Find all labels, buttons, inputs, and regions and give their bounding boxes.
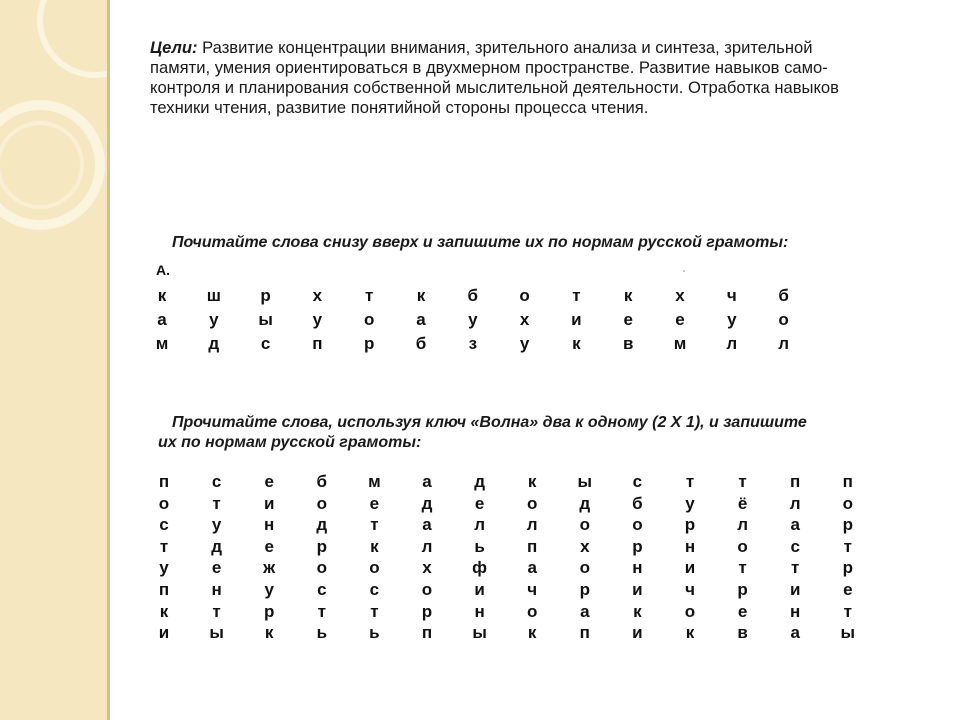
grid-letter: ч [685, 580, 695, 599]
grid-letter: к [370, 536, 379, 556]
grid-letter: р [842, 515, 853, 535]
grid-letter: а [790, 623, 800, 643]
grid-letter: п [312, 334, 323, 353]
grid-letter: в [737, 623, 748, 643]
grid-letter: ч [726, 286, 737, 305]
grid-letter: х [675, 286, 685, 305]
grid-letter: е [369, 493, 380, 513]
grid-letter: х [422, 558, 432, 578]
grid-letter: о [737, 536, 748, 556]
grid-letter: п [158, 472, 170, 491]
grid-letter: к [416, 286, 426, 305]
grid-letter: ф [472, 558, 488, 578]
grid-letter: д [211, 536, 222, 556]
grid-letter: у [468, 310, 478, 329]
grid-letter: п [421, 623, 433, 643]
grid-letter: б [415, 334, 427, 353]
grid-letter: р [579, 580, 590, 599]
grid-letter: с [317, 580, 327, 599]
grid-letter: л [778, 334, 789, 353]
grid-letter: ь [369, 623, 380, 643]
grid-letter: у [211, 515, 222, 535]
grid-letter: о [684, 601, 696, 621]
grid-letter: х [312, 286, 323, 305]
grid-letter: д [579, 493, 591, 513]
grid-letter: о [519, 286, 530, 305]
grid-letter: р [632, 536, 643, 556]
section-a-label: А. [156, 262, 170, 278]
grid-letter: и [571, 310, 582, 329]
goals-label: Цели: [150, 38, 198, 57]
grid-letter: р [260, 286, 271, 305]
grid-letter: н [474, 601, 485, 621]
grid-letter: л [737, 515, 748, 535]
grid-letter: в [622, 334, 634, 353]
grid-letter: л [726, 334, 738, 353]
grid-letter: у [519, 334, 530, 353]
grid-letter: з [468, 334, 478, 353]
grid-letter: о [316, 558, 327, 578]
grid-letter: е [675, 310, 685, 329]
grid-letter: л [474, 515, 485, 535]
grid-letter: с [790, 536, 800, 556]
grid-letter: п [842, 472, 853, 491]
grid-letter: и [474, 580, 485, 599]
grid-letter: т [317, 601, 326, 621]
section-a-instruction: Почитайте слова снизу вверх и запишите их по нормам русской грамоты: [172, 234, 789, 251]
grid-letter: б [632, 493, 643, 513]
grid-letter: у [264, 580, 274, 599]
goals-text-3: контроля и планирования собственной мыслительной деятельности. Отработка навыков [150, 78, 839, 97]
grid-letter: а [790, 515, 800, 535]
grid-letter: е [264, 536, 274, 556]
grid-letter: с [632, 472, 643, 491]
grid-letter: а [580, 601, 590, 621]
grid-letter: н [684, 536, 696, 556]
grid-letter: т [370, 601, 379, 621]
grid-letter: с [369, 580, 380, 599]
grid-letter: р [316, 536, 327, 556]
grid-letter: д [474, 472, 485, 491]
grid-letter: т [212, 601, 221, 621]
grid-letter: ш [206, 286, 221, 305]
grid-letter: о [526, 493, 538, 513]
grid-letter: т [843, 601, 852, 621]
grid-letter: т [843, 536, 852, 556]
grid-letter: т [572, 286, 581, 305]
grid-letter: к [157, 286, 167, 305]
grid-letter: и [632, 580, 643, 599]
grid-letter: е [474, 493, 485, 513]
grid-letter: и [263, 493, 275, 513]
grid-letter: о [778, 310, 789, 329]
grid-letter: т [365, 286, 374, 305]
grid-letter: о [842, 493, 853, 513]
grid-letter: с [260, 334, 271, 353]
grid-letter: и [158, 623, 170, 643]
grid-letter: к [572, 334, 581, 353]
section-b-instruction-line-2: их по нормам русской грамоты: [158, 434, 422, 451]
grid-letter: ы [577, 472, 593, 491]
grid-letter: к [159, 601, 169, 621]
grid-letter: о [579, 515, 590, 535]
goals-paragraph [150, 38, 940, 118]
grid-letter: м [673, 334, 687, 353]
grid-letter: к [264, 623, 274, 643]
grid-letter: н [264, 515, 275, 535]
grid-letter: м [368, 472, 381, 491]
grid-letter: и [789, 580, 801, 599]
grid-letter: с [159, 515, 169, 535]
grid-letter: т [159, 536, 169, 556]
grid-letter: ы [840, 623, 856, 643]
grid-letter: д [208, 334, 220, 353]
grid-letter: б [467, 286, 479, 305]
grid-letter: к [527, 623, 537, 643]
grid-letter: о [421, 580, 433, 599]
grid-letter: н [790, 601, 801, 621]
grid-letter: с [211, 472, 222, 491]
grid-letter: о [526, 601, 538, 621]
grid-letter: х [580, 536, 590, 556]
grid-letter: т [212, 493, 221, 513]
grid-letter: д [316, 515, 328, 535]
goals-text-2: памяти, умения ориентироваться в двухмерном пространстве. Развитие навыков само- [150, 58, 828, 77]
grid-letter: у [312, 310, 323, 329]
decorative-rings [0, 0, 107, 720]
grid-letter: о [363, 310, 375, 329]
grid-letter: ы [472, 623, 487, 643]
grid-letter: р [737, 580, 748, 599]
goals-line-1 [150, 38, 940, 58]
goals-text-4: техники чтения, развитие понятийной стороны процесса чтения. [150, 98, 649, 117]
grid-letter: а [416, 310, 426, 329]
grid-letter: у [159, 558, 169, 578]
decorative-side-band [0, 0, 107, 720]
grid-letter: т [685, 472, 695, 491]
grid-letter: к [623, 286, 633, 305]
grid-letter: п [790, 472, 801, 491]
grid-letter: а [422, 515, 432, 535]
grid-letter: т [370, 515, 379, 535]
grid-letter: ь [474, 536, 485, 556]
grid-letter: ж [263, 558, 276, 578]
goals-text-1: Развитие концентрации внимания, зрительного анализа и синтеза, зрительной [202, 38, 813, 57]
grid-letter: у [685, 493, 695, 513]
grid-letter: р [421, 601, 433, 621]
grid-letter: б [778, 286, 789, 305]
grid-letter: ч [527, 580, 538, 599]
grid-letter: л [526, 515, 538, 535]
grid-letter: е [264, 472, 274, 491]
grid-letter: е [737, 601, 748, 621]
section-b-instruction [158, 413, 807, 453]
grid-letter: т [791, 558, 800, 578]
grid-letter: ы [209, 623, 224, 643]
grid-letter: р [842, 558, 853, 578]
grid-letter: о [369, 558, 380, 578]
grid-letter: о [158, 493, 170, 513]
grid-letter: н [632, 558, 643, 578]
grid-letter: о [579, 558, 590, 578]
grid-letter: е [623, 310, 633, 329]
grid-letter: л [789, 493, 801, 513]
grid-letter: а [527, 558, 537, 578]
grid-letter: а [157, 310, 167, 329]
grid-letter: к [685, 623, 695, 643]
grid-letter: к [527, 472, 537, 491]
grid-letter: у [209, 310, 219, 329]
grid-letter: х [519, 310, 530, 329]
grid-letter: ь [316, 623, 328, 643]
grid-letter: к [633, 601, 642, 621]
grid-letter: т [738, 472, 747, 491]
grid-letter: д [421, 493, 433, 513]
grid-letter: б [316, 472, 328, 491]
grid-letter: м [155, 334, 169, 353]
section-b-instruction-line-1: Прочитайте слова, используя ключ «Волна» два к одному (2 X 1), и запишите [172, 414, 807, 431]
grid-letter: е [843, 580, 853, 599]
grid-letter: о [316, 493, 327, 513]
grid-letter: п [579, 623, 590, 643]
grid-letter: ё [737, 493, 748, 513]
grid-letter: п [158, 580, 170, 599]
speck [683, 270, 685, 272]
grid-letter: и [632, 623, 643, 643]
grid-letter: и [684, 558, 696, 578]
grid-letter: н [211, 580, 222, 599]
grid-letter: ы [258, 310, 273, 329]
grid-letter: е [211, 558, 222, 578]
grid-letter: а [422, 472, 432, 491]
grid-letter: р [363, 334, 375, 353]
grid-letter: р [263, 601, 275, 621]
grid-letter: о [632, 515, 643, 535]
side-divider-line [107, 0, 110, 720]
grid-letter: п [527, 536, 538, 556]
grid-letter: р [684, 515, 696, 535]
grid-letter: у [727, 310, 737, 329]
grid-letter: т [738, 558, 747, 578]
grid-letter: л [421, 536, 433, 556]
